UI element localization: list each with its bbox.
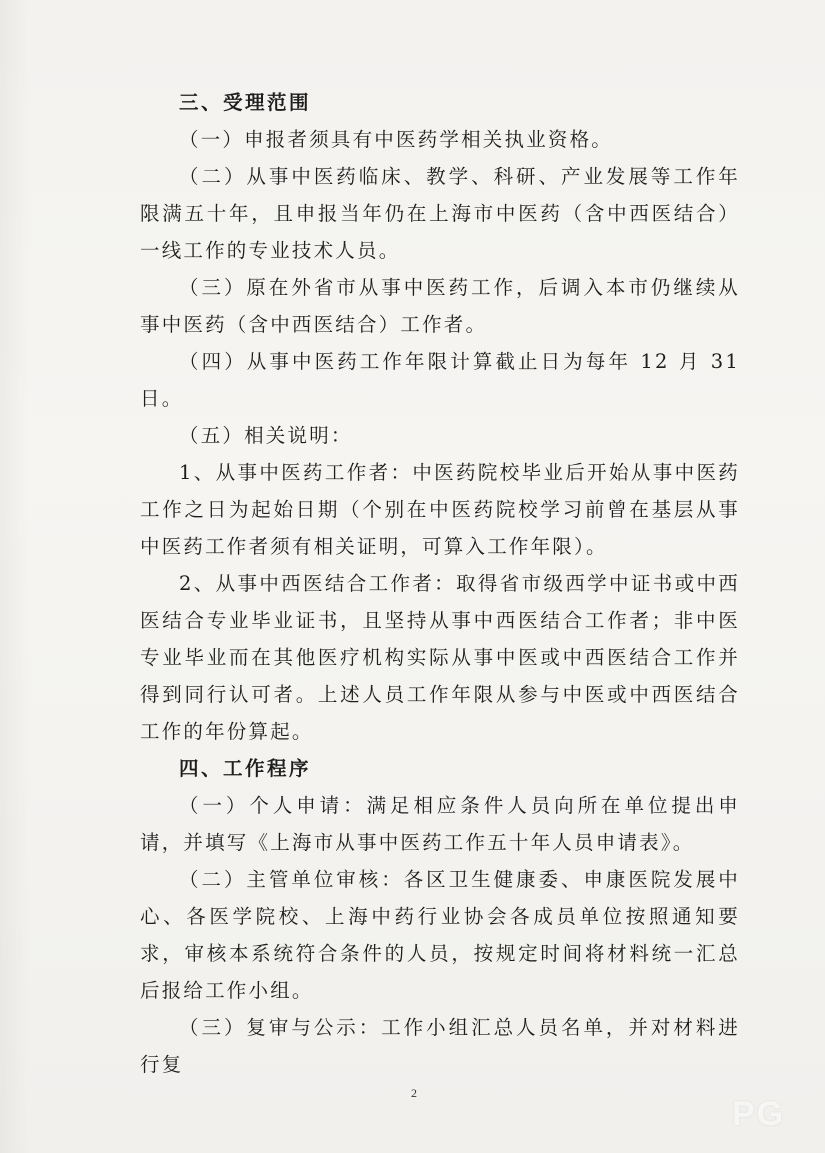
- section-heading-procedure: 四、工作程序: [179, 757, 312, 780]
- section-heading-scope: 三、受理范围: [179, 91, 312, 114]
- paragraph: 1、从事中医药工作者：中医药院校毕业后开始从事中医药工作之日为起始日期（个别在中医药院校学习前曾在基层从事中医药工作者须有相关证明，可算入工作年限）。: [140, 461, 740, 558]
- paragraph: （一）申报者须具有中医药学相关执业资格。: [179, 128, 614, 151]
- paragraph: （二）从事中医药临床、教学、科研、产业发展等工作年限满五十年，且申报当年仍在上海市中医药（含中西医结合）一线工作的专业技术人员。: [140, 165, 740, 262]
- page-shadow: [0, 0, 30, 1153]
- paragraph: （一）个人申请：满足相应条件人员向所在单位提出申请，并填写《上海市从事中医药工作五十年人员申请表》。: [140, 794, 740, 854]
- document-body: [140, 84, 740, 1083]
- paragraph: （三）复审与公示：工作小组汇总人员名单，并对材料进行复: [140, 1016, 740, 1076]
- watermark-logo: PG: [732, 1095, 786, 1133]
- page-number: 2: [411, 1086, 417, 1100]
- paragraph: 2、从事中西医结合工作者：取得省市级西学中证书或中西医结合专业毕业证书，且坚持从事中西医结合工作者；非中医专业毕业而在其他医疗机构实际从事中医或中西医结合工作并得到同行认可者。上述人员工作年限从参与中医或中西医结合工作的年份算起。: [140, 572, 740, 743]
- paragraph: （二）主管单位审核：各区卫生健康委、申康医院发展中心、各医学院校、上海中药行业协会各成员单位按照通知要求，审核本系统符合条件的人员，按规定时间将材料统一汇总后报给工作小组。: [140, 868, 740, 1002]
- paragraph: （四）从事中医药工作年限计算截止日为每年 12 月 31 日。: [140, 350, 740, 410]
- paragraph: （五）相关说明：: [179, 424, 353, 447]
- paragraph: （三）原在外省市从事中医药工作，后调入本市仍继续从事中医药（含中西医结合）工作者。: [140, 276, 740, 336]
